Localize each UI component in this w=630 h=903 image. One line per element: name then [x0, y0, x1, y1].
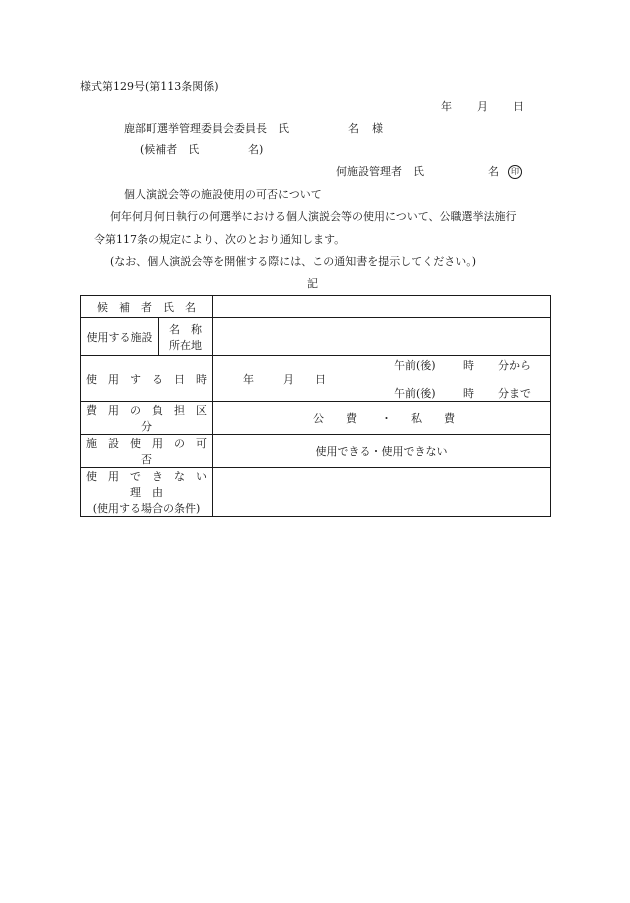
- form-number: 様式第129号(第113条関係): [80, 80, 219, 93]
- row-datetime: [81, 356, 551, 402]
- date-month-label: 月: [477, 100, 488, 113]
- reason-label: [81, 468, 218, 517]
- manager-title: 何施設管理者 氏: [336, 165, 424, 178]
- reason-label-line2: (使用する場合の条件): [92, 502, 201, 515]
- facility-label: 使用する施設: [81, 318, 159, 356]
- cost-separator: ・: [381, 412, 392, 425]
- availability-value[interactable]: 使用できる・使用できない: [213, 435, 551, 468]
- row-cost: [81, 402, 551, 435]
- body-line-1: 何年何月何日執行の何選挙における個人演説会等の使用について、公職選挙法施行: [110, 210, 517, 223]
- manager-line: [336, 165, 526, 178]
- date-line: [441, 100, 524, 113]
- datetime-month: 月: [283, 372, 294, 386]
- time-to-min: 分まで: [498, 386, 531, 400]
- facility-sub-labels: [159, 318, 213, 356]
- cost-private: 私 費: [411, 412, 455, 425]
- candidate-name-value[interactable]: [213, 296, 551, 318]
- cost-public: 公 費: [313, 412, 357, 425]
- row-facility: [81, 318, 551, 356]
- cost-label: 費 用 の 負 担 区 分: [81, 402, 213, 435]
- datetime-year: 年: [243, 372, 254, 386]
- ki-heading: 記: [307, 277, 318, 290]
- seal-icon: 印: [508, 165, 522, 179]
- row-reason: [81, 468, 551, 517]
- reason-label-line1: 使 用 で き な い 理 由: [86, 470, 218, 499]
- datetime-value[interactable]: [213, 356, 551, 402]
- addressee-line: [124, 122, 384, 135]
- facility-name-label: 名 称: [169, 322, 202, 336]
- datetime-day: 日: [315, 372, 326, 386]
- reason-value[interactable]: [213, 468, 551, 517]
- candidate-name-label: 候 補 者 氏 名: [81, 296, 213, 318]
- date-year-label: 年: [441, 100, 452, 113]
- candidate-open: (候補者 氏: [140, 143, 200, 156]
- row-candidate-name: [81, 296, 551, 318]
- candidate-line: [140, 143, 270, 156]
- time-from-min: 分から: [498, 358, 531, 372]
- time-from-hour: 時: [463, 358, 474, 372]
- time-to-ampm: 午前(後): [394, 386, 436, 400]
- addressee-name-label: 名: [348, 122, 359, 135]
- time-from-ampm: 午前(後): [394, 358, 436, 372]
- notice-table: [80, 295, 551, 517]
- body-line-2: 令第117条の規定により、次のとおり通知します。: [94, 233, 346, 246]
- row-availability: [81, 435, 551, 468]
- note-line: (なお、個人演説会等を開催する際には、この通知書を提示してください。): [110, 255, 477, 268]
- addressee-title: 鹿部町選挙管理委員会委員長 氏: [124, 122, 289, 135]
- date-day-label: 日: [513, 100, 524, 113]
- datetime-label: 使 用 す る 日 時: [81, 356, 213, 402]
- subject: 個人演説会等の施設使用の可否について: [124, 188, 322, 201]
- candidate-close: 名): [248, 143, 264, 156]
- facility-value[interactable]: [213, 318, 551, 356]
- availability-label: 施 設 使 用 の 可 否: [81, 435, 213, 468]
- facility-location-label: 所在地: [169, 338, 202, 352]
- manager-name-label: 名: [488, 165, 499, 178]
- cost-value[interactable]: [213, 402, 551, 435]
- time-to-hour: 時: [463, 386, 474, 400]
- addressee-honorific: 様: [372, 122, 383, 135]
